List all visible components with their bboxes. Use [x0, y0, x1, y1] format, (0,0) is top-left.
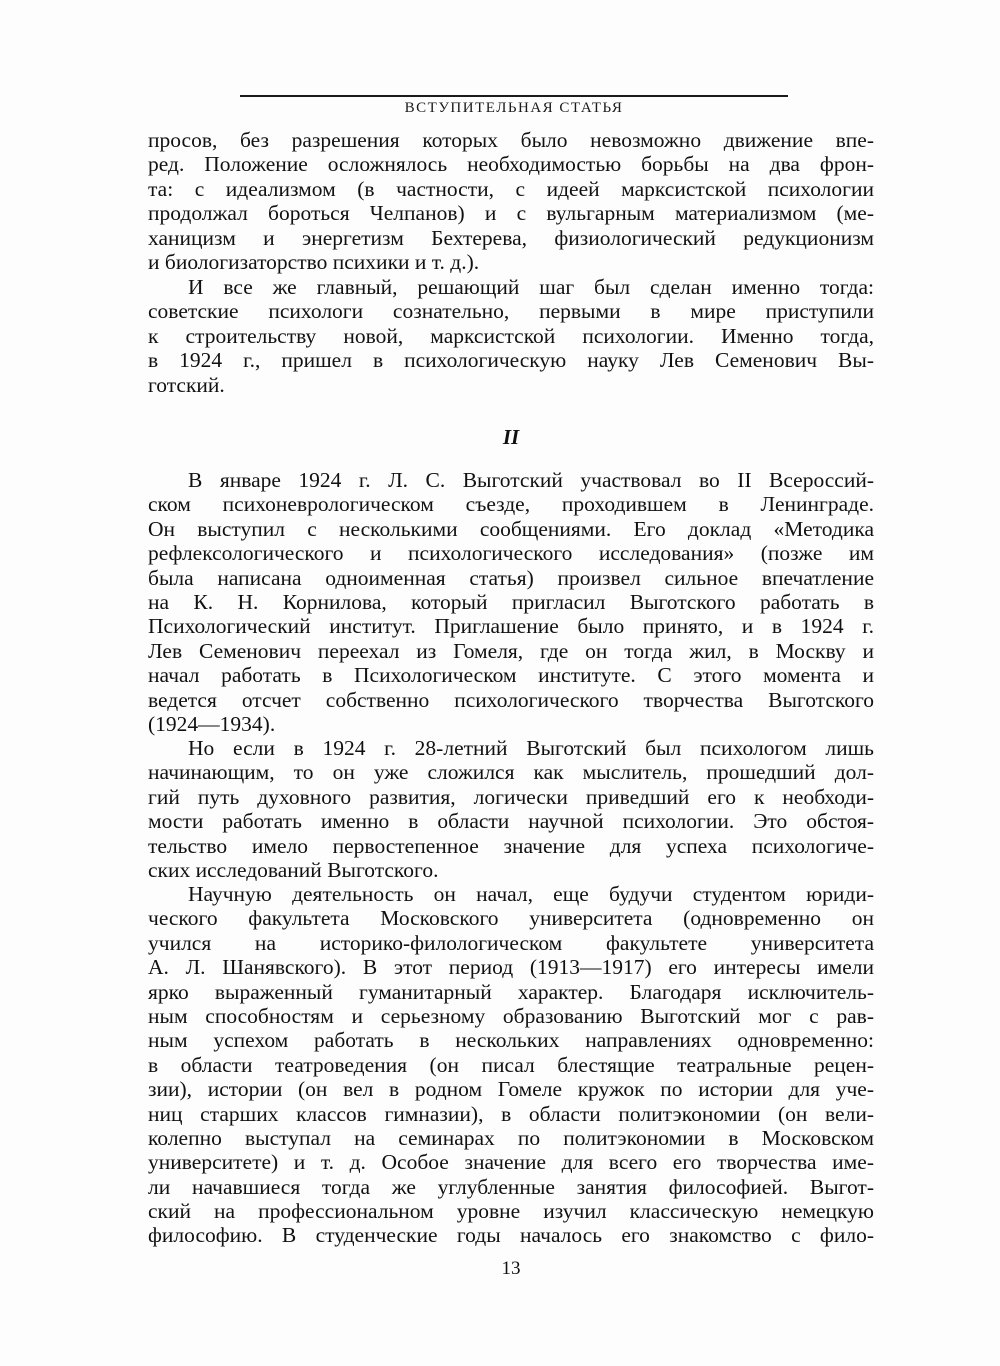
text-line: ведется отсчет собственно психологического творчества Выготского	[148, 687, 874, 712]
text-line: ский на профессиональном уровне изучил классическую немецкую	[148, 1199, 874, 1224]
text-line: В январе 1924 г. Л. С. Выготский участвовал во II Всероссий-	[188, 468, 874, 492]
text-line: тельство имело первостепенное значение для успеха психологиче-	[148, 833, 874, 858]
text-line: И все же главный, решающий шаг был сделан именно тогда:	[188, 275, 874, 299]
section-heading: II	[502, 425, 520, 449]
text-line: ниц старших классов гимназии), в области политэкономии (он вели-	[148, 1101, 874, 1126]
text-line: и биологизаторство психики и т. д.).	[148, 249, 480, 274]
text-line: Лев Семенович переехал из Гомеля, где он тогда жил, в Москву и	[148, 638, 874, 663]
text-line: рефлексологического и психологического исследования» (позже им	[148, 541, 874, 566]
text-line: советские психологи сознательно, первыми в мире приступили	[148, 299, 874, 324]
paragraph-january-1924	[148, 468, 874, 736]
text-line: Научную деятельность он начал, еще будучи студентом юриди-	[188, 882, 874, 906]
text-line: А. Л. Шанявского). В этот период (1913—1917) его интересы имели	[148, 955, 874, 980]
text-line: к строительству новой, марксистской психологии. Именно тогда,	[148, 323, 874, 348]
text-line: Но если в 1924 г. 28-летний Выготский был психологом лишь	[188, 736, 874, 760]
text-line: ческого факультета Московского университета (одновременно он	[148, 906, 874, 931]
text-line: Психологический институт. Приглашение было принято, и в 1924 г.	[148, 614, 874, 639]
text-line: просов, без разрешения которых было невозможно движение впе-	[148, 128, 874, 152]
text-line: ярко выраженный гуманитарный характер. Благодаря исключитель-	[148, 979, 874, 1004]
text-line: философию. В студенческие годы началось его знакомство с фило-	[148, 1223, 874, 1248]
text-line: продолжал бороться Челпанов) и с вульгарным материализмом (ме-	[148, 201, 874, 226]
text-line: зии), истории (он вел в родном Гомеле кружок по истории для уче-	[148, 1077, 874, 1102]
text-line: Он выступил с несколькими сообщениями. Его доклад «Методика	[148, 516, 874, 541]
paragraph-scientific-activity	[148, 882, 874, 1248]
text-line: начал работать в Психологическом институте. С этого момента и	[148, 663, 874, 688]
text-line: ском психоневрологическом съезде, проходившем в Ленинграде.	[148, 492, 874, 517]
text-line: готский.	[148, 372, 225, 397]
text-line: ханицизм и энергетизм Бехтерева, физиологический редукционизм	[148, 225, 874, 250]
page-number: 13	[501, 1258, 521, 1279]
text-line: мости работать именно в области научной психологии. Это обстоя-	[148, 809, 874, 834]
paragraph-thinker	[148, 736, 874, 882]
text-line: колепно выступал на семинарах по политэкономии в Московском	[148, 1125, 874, 1150]
text-line: ред. Положение осложнялось необходимостью борьбы на два фрон-	[148, 152, 874, 177]
text-line: ным успехом работать в нескольких направлениях одновременно:	[148, 1028, 874, 1053]
paragraph-decisive-step	[148, 275, 874, 397]
text-line: в области театроведения (он писал блестящие театральные рецен-	[148, 1052, 874, 1077]
text-line: (1924—1934).	[148, 711, 276, 736]
text-line: ли начавшиеся тогда же углубленные занятия философией. Выгот-	[148, 1174, 874, 1199]
text-line: была написана одноименная статья) произвел сильное впечатление	[148, 565, 874, 590]
text-line: университете) и т. д. Особое значение для всего его творчества име-	[148, 1150, 874, 1175]
header-rule	[240, 95, 788, 97]
text-line: на К. Н. Корнилова, который пригласил Выготского работать в	[148, 589, 874, 614]
text-line: та: с идеализмом (в частности, с идеей марксистской психологии	[148, 176, 874, 201]
text-line: в 1924 г., пришел в психологическую науку Лев Семенович Вы-	[148, 348, 874, 373]
text-line: ным способностям и серьезному образованию Выготский мог с рав-	[148, 1003, 874, 1028]
text-line: гий путь духовного развития, логически приведший его к необходи-	[148, 784, 874, 809]
text-line: начинающим, то он уже сложился как мыслитель, прошедший дол-	[148, 760, 874, 785]
running-title: ВСТУПИТЕЛЬНАЯ СТАТЬЯ	[404, 100, 624, 116]
text-line: учился на историко-филологическом факультете университета	[148, 930, 874, 955]
paragraph-continuation	[148, 128, 874, 274]
text-line: ских исследований Выготского.	[148, 857, 439, 882]
